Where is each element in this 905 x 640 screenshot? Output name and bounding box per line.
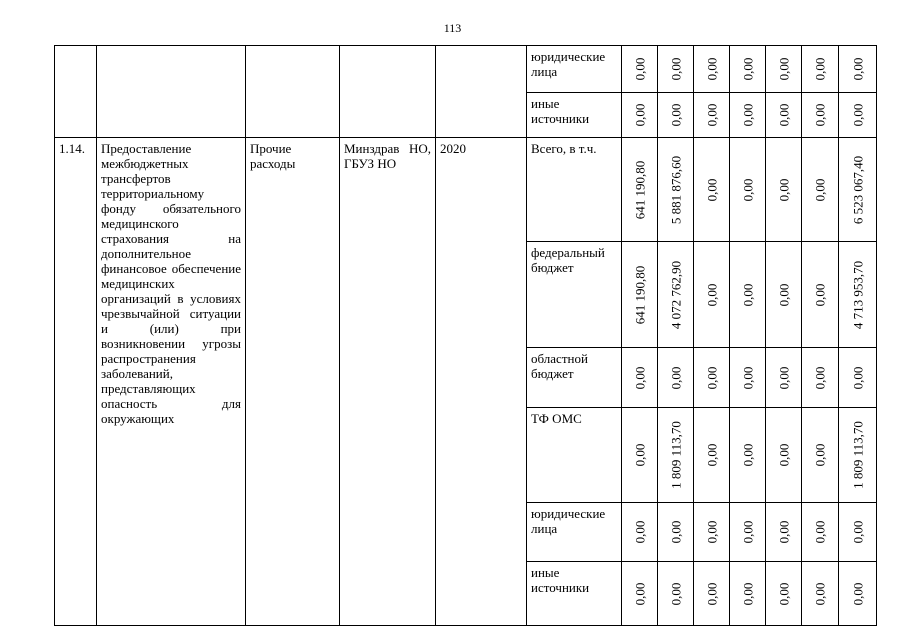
source-cell: иные источники (527, 562, 622, 626)
value-cell: 0,00 (694, 348, 730, 408)
source-cell: федеральный бюджет (527, 242, 622, 348)
value-cell: 0,00 (658, 503, 694, 562)
item-year: 2020 (436, 138, 527, 626)
value-cell: 0,00 (802, 138, 839, 242)
source-cell: ТФ ОМС (527, 408, 622, 503)
value-cell: 0,00 (766, 562, 802, 626)
value-cell: 0,00 (802, 93, 839, 138)
value-cell: 0,00 (694, 93, 730, 138)
number-cell-empty (55, 46, 97, 138)
executor-cell-empty (340, 46, 436, 138)
value-cell: 6 523 067,40 (839, 138, 877, 242)
item-number: 1.14. (55, 138, 97, 626)
source-cell: юридические лица (527, 46, 622, 93)
value-cell: 1 809 113,70 (658, 408, 694, 503)
source-cell: областной бюджет (527, 348, 622, 408)
value-cell: 0,00 (802, 242, 839, 348)
table-row (55, 46, 877, 93)
value-cell: 0,00 (802, 348, 839, 408)
value-cell: 4 713 953,70 (839, 242, 877, 348)
budget-table (54, 45, 877, 626)
value-cell: 0,00 (839, 562, 877, 626)
value-cell: 641 190,80 (622, 138, 658, 242)
value-cell: 0,00 (730, 46, 766, 93)
value-cell: 0,00 (766, 138, 802, 242)
source-cell: юридические лица (527, 503, 622, 562)
value-cell: 0,00 (622, 348, 658, 408)
value-cell: 0,00 (839, 46, 877, 93)
value-cell: 0,00 (766, 348, 802, 408)
value-cell: 0,00 (766, 503, 802, 562)
value-cell: 0,00 (694, 46, 730, 93)
value-cell: 0,00 (730, 242, 766, 348)
value-cell: 1 809 113,70 (839, 408, 877, 503)
value-cell: 0,00 (839, 503, 877, 562)
item-expense-type: Прочие расходы (246, 138, 340, 626)
value-cell: 0,00 (694, 503, 730, 562)
value-cell: 0,00 (694, 562, 730, 626)
value-cell: 0,00 (766, 93, 802, 138)
table-row (55, 138, 877, 242)
item-description: Предоставление межбюджетных трансфертов территориальному фонду обязательного медицинского страхования на дополнительное финансовое обеспечение медицинских организаций в условиях чрезвычайной ситуации и (или) при возникновении угрозы распространения заболеваний, представляющих опасность для окружающих (97, 138, 246, 626)
value-cell: 0,00 (658, 46, 694, 93)
value-cell: 0,00 (694, 242, 730, 348)
source-cell: иные источники (527, 93, 622, 138)
value-cell: 0,00 (730, 348, 766, 408)
item-executor: Минздрав НО, ГБУЗ НО (340, 138, 436, 626)
source-cell: Всего, в т.ч. (527, 138, 622, 242)
value-cell: 0,00 (730, 408, 766, 503)
value-cell: 0,00 (658, 348, 694, 408)
value-cell: 0,00 (802, 46, 839, 93)
value-cell: 0,00 (766, 408, 802, 503)
value-cell: 0,00 (802, 408, 839, 503)
year-cell-empty (436, 46, 527, 138)
description-cell-empty (97, 46, 246, 138)
value-cell: 0,00 (766, 242, 802, 348)
value-cell: 4 072 762,90 (658, 242, 694, 348)
value-cell: 0,00 (730, 93, 766, 138)
value-cell: 0,00 (730, 138, 766, 242)
value-cell: 0,00 (694, 138, 730, 242)
value-cell: 0,00 (839, 348, 877, 408)
value-cell: 5 881 876,60 (658, 138, 694, 242)
value-cell: 0,00 (802, 562, 839, 626)
value-cell: 0,00 (622, 408, 658, 503)
value-cell: 0,00 (802, 503, 839, 562)
value-cell: 0,00 (839, 93, 877, 138)
value-cell: 0,00 (766, 46, 802, 93)
value-cell: 0,00 (658, 93, 694, 138)
value-cell: 0,00 (658, 562, 694, 626)
value-cell: 0,00 (622, 562, 658, 626)
value-cell: 0,00 (694, 408, 730, 503)
value-cell: 0,00 (622, 93, 658, 138)
page-number: 113 (443, 21, 462, 35)
value-cell: 641 190,80 (622, 242, 658, 348)
value-cell: 0,00 (730, 503, 766, 562)
value-cell: 0,00 (622, 503, 658, 562)
expense-type-cell-empty (246, 46, 340, 138)
value-cell: 0,00 (730, 562, 766, 626)
value-cell: 0,00 (622, 46, 658, 93)
